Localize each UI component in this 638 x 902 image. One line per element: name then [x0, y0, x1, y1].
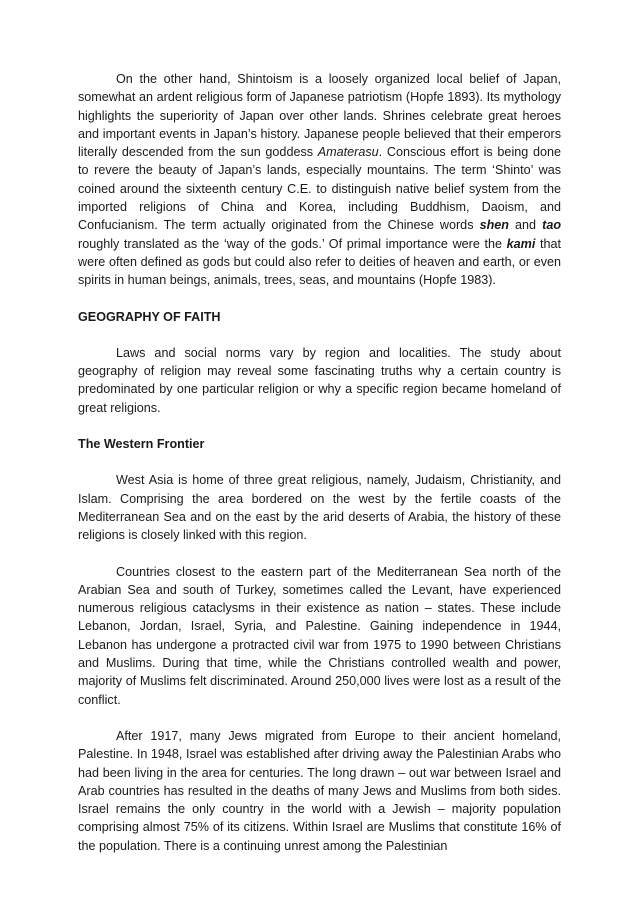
spacer [78, 545, 561, 563]
paragraph-levant: Countries closest to the eastern part of the Mediterranean Sea north of the Arabian Sea and south of Turkey, sometimes called the Levant, have experienced numerous religious cataclysms in their existence as nation – states. These include Lebanon, Jordan, Israel, Syria, and Palestine. Gaining independence in 1944, Lebanon has undergone a protracted civil war from 1975 to 1990 between Christians and Muslims. During that time, while the Christians controlled wealth and power, majority of Muslims felt discriminated. Around 250,000 lives were lost as a result of the conflict. [78, 564, 561, 707]
spacer [78, 326, 561, 344]
section-heading-geography-of-faith: GEOGRAPHY OF FAITH [78, 309, 221, 324]
text-run: that were often defined as gods but could also refer to deities of heaven and earth, or even spirits in human beings, animals, trees, seas, and mountains (Hopfe 1983). [78, 236, 561, 288]
paragraph-israel: After 1917, many Jews migrated from Europe to their ancient homeland, Palestine. In 1948, Israel was established after driving away the Palestinian Arabs who had been living in the area for centuries. The long drawn – out war between Israel and Arab countries has resulted in the deaths of many Jews and Muslims from both sides. Israel remains the only country in the world with a Jewish – majority population comprising almost 75% of its citizens. Within Israel are Muslims that constitute 16% of the population. There is a continuing unrest among the Palestinian [78, 728, 561, 853]
spacer [78, 709, 561, 727]
term-tao: tao [542, 218, 562, 233]
term-amaterasu: Amaterasu [317, 145, 379, 160]
term-shen: shen [479, 218, 509, 233]
paragraph-shintoism [78, 70, 561, 290]
text-run: and [508, 218, 543, 233]
subsection-heading-western-frontier: The Western Frontier [78, 437, 205, 452]
spacer [78, 453, 561, 471]
spacer [78, 290, 561, 308]
paragraph-west-asia: West Asia is home of three great religious, namely, Judaism, Christianity, and Islam. Comprising the area bordered on the west by the fertile coasts of the Mediterranean Sea and on the east by the arid deserts of Arabia, the history of these religions is closely linked with this region. [78, 473, 561, 543]
spacer [78, 417, 561, 435]
paragraph-geography: Laws and social norms vary by region and localities. The study about geography of religion may reveal some fascinating truths why a certain country is predominated by one particular religion or why a specific region became homeland of great religions. [78, 345, 561, 415]
text-run: roughly translated as the ‘way of the gods.’ Of primal importance were the [78, 236, 507, 251]
text-run: . Conscious effort is being done to revere the beauty of Japan’s lands, especially mountains. The term ‘Shinto’ was coined around the sixteenth century C.E. to distinguish native belief system from the imported religions of China and Korea, including Buddhism, Daoism, and Confucianism. The term actually originated from the Chinese words [78, 145, 561, 233]
term-kami: kami [506, 236, 536, 251]
text-run: On the other hand, Shintoism is a loosely organized local belief of Japan, somewhat an ardent religious form of Japanese patriotism (Hopfe 1893). Its mythology highlights the superiority of Japan over other lands. Shrines celebrate great heroes and important events in Japan’s history. Japanese people believed that their emperors literally descended from the sun goddess [78, 72, 561, 160]
document-page [78, 70, 561, 855]
